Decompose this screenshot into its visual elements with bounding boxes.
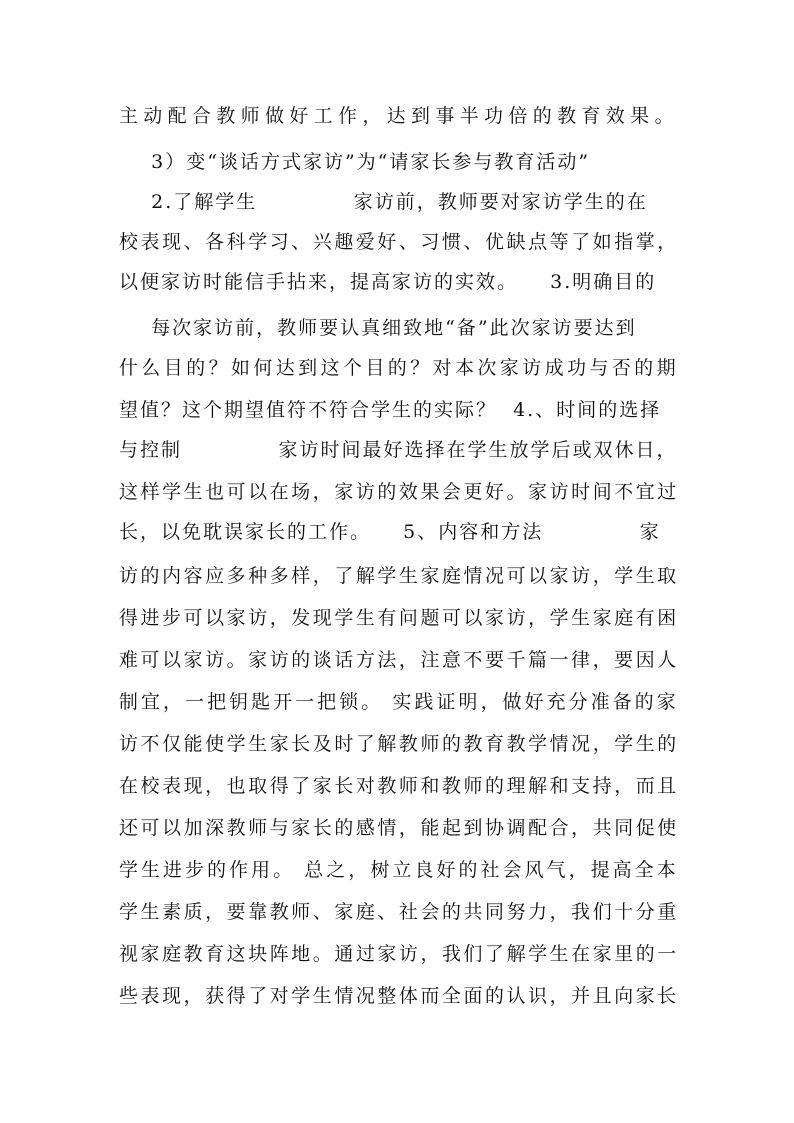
text-line-22: 些表现，获得了对学生情况整体而全面的认识，并且向家长 bbox=[119, 985, 679, 1007]
text-line-7: 什么目的？如何达到这个目的？对本次家访成功与否的期 bbox=[119, 357, 680, 379]
text-line-15: 制宜，一把钥匙开一把锁。 实践证明，做好充分准备的家 bbox=[119, 691, 679, 713]
text-line-8: 望值？这个期望值符不符合学生的实际？ 4.、时间的选择 bbox=[119, 399, 662, 421]
text-line-2: 3）变“谈话方式家访”为“请家长参与教育活动” bbox=[119, 151, 591, 173]
text-line-4: 校表现、各科学习、兴趣爱好、习惯、优缺点等了如指掌， bbox=[119, 231, 679, 253]
text-line-6: 每次家访前，教师要认真细致地“备”此次家访要达到 bbox=[119, 317, 637, 339]
text-line-14: 难可以家访。家访的谈话方法，注意不要千篇一律，要因人 bbox=[119, 649, 679, 671]
text-line-9: 与控制 家访时间最好选择在学生放学后或双休日， bbox=[119, 439, 678, 461]
text-line-5: 以便家访时能信手拈来，提高家访的实效。 3.明确目的 bbox=[119, 271, 657, 293]
text-line-16: 访不仅能使学生家长及时了解教师的教育教学情况，学生的 bbox=[119, 733, 679, 755]
text-line-21: 视家庭教育这块阵地。通过家访，我们了解学生在家里的一 bbox=[119, 943, 679, 965]
text-line-11: 长，以免耽误家长的工作。 5、内容和方法 家 bbox=[119, 521, 661, 543]
text-line-19: 学生进步的作用。 总之，树立良好的社会风气，提高全本 bbox=[119, 859, 679, 881]
text-line-13: 得进步可以家访，发现学生有问题可以家访，学生家庭有困 bbox=[119, 607, 679, 629]
text-line-1: 主动配合教师做好工作，达到事半功倍的教育效果。 bbox=[119, 105, 679, 127]
text-line-10: 这样学生也可以在场，家访的效果会更好。家访时间不宜过 bbox=[119, 481, 679, 503]
text-line-12: 访的内容应多种多样，了解学生家庭情况可以家访，学生取 bbox=[119, 565, 679, 587]
text-line-3: 2.了解学生 家访前，教师要对家访学生的在 bbox=[119, 191, 648, 213]
text-line-17: 在校表现，也取得了家长对教师和教师的理解和支持，而且 bbox=[119, 775, 679, 797]
text-line-18: 还可以加深教师与家长的感情，能起到协调配合，共同促使 bbox=[119, 817, 679, 839]
text-line-20: 学生素质，要靠教师、家庭、社会的共同努力，我们十分重 bbox=[119, 901, 679, 923]
